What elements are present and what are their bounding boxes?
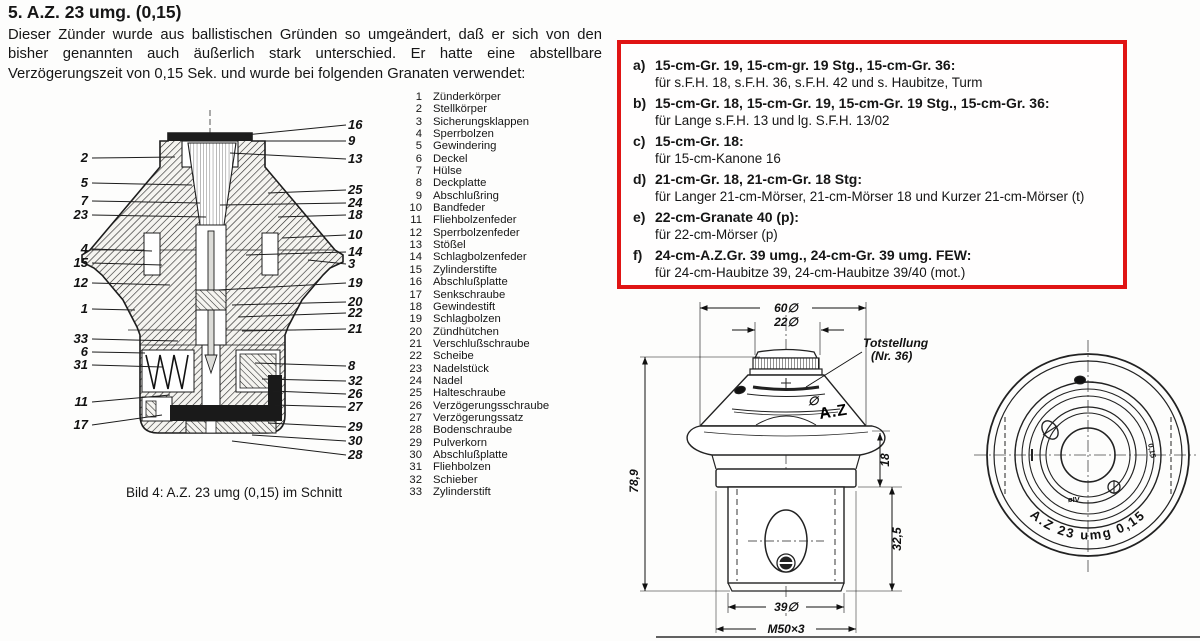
- dim-cap-width: 22∅: [774, 315, 798, 329]
- part-name: Sperrbolzenfeder: [433, 226, 520, 239]
- part-name: Verzögerungsschraube: [433, 399, 550, 412]
- parts-list-row: [402, 350, 549, 362]
- usage-item: [633, 247, 1115, 281]
- callout-number: 31: [73, 357, 88, 372]
- part-number: 26: [409, 399, 422, 412]
- callout-number: 28: [348, 447, 363, 462]
- callout-number: 18: [348, 207, 363, 222]
- part-number: 9: [415, 189, 422, 202]
- dim-height: 78,9: [627, 469, 641, 493]
- callout-number: 14: [348, 244, 363, 259]
- part-name: Abschlußplatte: [433, 276, 508, 289]
- part-number: 7: [415, 165, 422, 178]
- page-title: 5. A.Z. 23 umg. (0,15): [8, 2, 182, 22]
- parts-list-row: [402, 177, 549, 189]
- az-marking: A.Z: [817, 401, 850, 423]
- parts-list-row: [402, 128, 549, 140]
- usage-item: [633, 57, 1115, 91]
- part-name: Schlagbolzenfeder: [433, 251, 527, 264]
- callout-number: 8: [348, 358, 356, 373]
- part-number: 21: [409, 337, 422, 350]
- usage-item: [633, 209, 1115, 243]
- callout-number: 29: [348, 419, 363, 434]
- parts-list-row: [402, 326, 549, 338]
- callout-number: 15: [73, 255, 88, 270]
- usage-item-title: 15-cm-Gr. 18:: [655, 133, 744, 149]
- part-number: 1: [415, 91, 422, 103]
- parts-list-row: [402, 165, 549, 177]
- part-number: 33: [409, 486, 422, 498]
- callout-number: 16: [348, 117, 363, 132]
- parts-list-row: [402, 424, 549, 436]
- part-number: 25: [409, 387, 422, 400]
- parts-list-row: [402, 276, 549, 288]
- callout-number: 6: [80, 344, 88, 359]
- part-number: 6: [415, 152, 422, 165]
- parts-list-row: [402, 437, 549, 449]
- sperrbolzen-left: [144, 233, 160, 275]
- bulge-ring: [687, 426, 885, 455]
- parts-list-row: [402, 387, 549, 399]
- intro-paragraph: Dieser Zünder wurde aus ballistischen Gründen so umgeändert, daß er sich von den bisher genannten auch äußerlich stark unterschied. Er hatte eine abstellbare Verzögerungszeit von 0,15 Sek. und wurde bei folgenden Granaten verwendet:: [8, 27, 602, 82]
- part-number: 8: [415, 177, 422, 190]
- part-name: Hülse: [433, 165, 462, 178]
- usage-item-detail: für 15-cm-Kanone 16: [655, 151, 781, 166]
- usage-item-label: e): [633, 209, 646, 225]
- part-name: Gewindestift: [433, 300, 496, 313]
- parts-list-row: [402, 190, 549, 202]
- usage-item-label: a): [633, 57, 646, 73]
- part-number: 27: [409, 411, 422, 424]
- callout-number: 32: [348, 373, 363, 388]
- usage-item-title: 24-cm-A.Z.Gr. 39 umg., 24-cm-Gr. 39 umg. FEW:: [655, 247, 972, 263]
- part-number: 23: [409, 362, 422, 375]
- part-number: 20: [409, 325, 422, 338]
- part-name: Deckplatte: [433, 177, 487, 190]
- callout-number: 22: [348, 305, 363, 320]
- parts-list-row: [402, 375, 549, 387]
- usage-item-label: d): [633, 171, 647, 187]
- figure-caption: Bild 4: A.Z. 23 umg (0,15) im Schnitt: [126, 485, 343, 500]
- mark-bottom: øIV: [1068, 495, 1080, 504]
- parts-list-row: [402, 202, 549, 214]
- base-screw: [186, 421, 276, 433]
- dim-top-width: 60∅: [774, 301, 798, 315]
- parts-list-row: [402, 251, 549, 263]
- part-number: 14: [409, 251, 422, 264]
- part-name: Schlagbolzen: [433, 313, 501, 326]
- part-number: 29: [409, 436, 422, 449]
- parts-list-row: [402, 449, 549, 461]
- callout-number: 9: [348, 133, 356, 148]
- callout-number: 1: [80, 301, 88, 316]
- part-name: Bandfeder: [433, 202, 486, 215]
- usage-item-title: 15-cm-Gr. 19, 15-cm-gr. 19 Stg., 15-cm-Gr. 36:: [655, 57, 956, 73]
- callout-number: 10: [348, 227, 363, 242]
- part-name: Bodenschraube: [433, 424, 513, 437]
- part-number: 17: [409, 288, 422, 301]
- callout-number: 5: [80, 175, 88, 190]
- parts-list-row: [402, 103, 549, 115]
- parts-list-row: [402, 214, 549, 226]
- callout-number: 33: [73, 331, 88, 346]
- powder-band: [170, 405, 280, 421]
- parts-list-row: [402, 486, 549, 498]
- setting-cap: [755, 350, 817, 359]
- part-number: 32: [409, 473, 422, 486]
- part-number: 22: [409, 350, 422, 363]
- usage-item-title: 15-cm-Gr. 18, 15-cm-Gr. 19, 15-cm-Gr. 19 Stg., 15-cm-Gr. 36:: [655, 95, 1050, 111]
- usage-item-detail: für s.F.H. 18, s.F.H. 36, s.F.H. 42 und s. Haubitze, Turm: [655, 75, 983, 90]
- parts-list-row: [402, 313, 549, 325]
- callout-number: 17: [73, 417, 88, 432]
- part-number: 16: [409, 276, 422, 289]
- parts-list-row: [402, 91, 549, 103]
- usage-item: [633, 95, 1115, 129]
- part-name: Zünderkörper: [433, 91, 501, 103]
- parts-list-row: [402, 363, 549, 375]
- part-name: Gewindering: [433, 140, 497, 153]
- callout-number: 25: [348, 182, 363, 197]
- part-name: Scheibe: [433, 350, 474, 363]
- usage-item-detail: für 22-cm-Mörser (p): [655, 227, 778, 242]
- usage-item-detail: für Langer 21-cm-Mörser, 21-cm-Mörser 18 und Kurzer 21-cm-Mörser (t): [655, 189, 1085, 204]
- part-name: Halteschraube: [433, 387, 506, 400]
- usage-item-title: 22-cm-Granate 40 (p):: [655, 209, 799, 225]
- callout-number: 7: [80, 193, 88, 208]
- usage-red-box: [617, 40, 1127, 289]
- part-name: Deckel: [433, 152, 468, 165]
- part-name: Fliehbolzen: [433, 461, 491, 474]
- diameter-mark: ∅: [808, 394, 819, 408]
- scan-edge-line: [656, 636, 1200, 638]
- callout-number: 23: [73, 207, 88, 222]
- top-cap-plate: [168, 133, 252, 141]
- dim-lower: 32,5: [890, 527, 904, 551]
- fuze-bottom-view: [968, 332, 1200, 582]
- part-number: 12: [409, 226, 422, 239]
- part-name: Fliehbolzenfeder: [433, 214, 517, 227]
- parts-list-row: [402, 474, 549, 486]
- callout-number: 27: [348, 399, 363, 414]
- callout-number: 20: [348, 294, 363, 309]
- callout-number: 4: [80, 241, 88, 256]
- parts-list: [402, 91, 549, 498]
- part-name: Verschlußschraube: [433, 337, 530, 350]
- part-name: Pulverkorn: [433, 436, 487, 449]
- part-number: 11: [410, 214, 422, 227]
- dim-bottom-width: 39∅: [774, 600, 798, 614]
- part-name: Zündhütchen: [433, 325, 499, 338]
- callout-number: 24: [348, 195, 363, 210]
- dim-thread: M50×3: [767, 622, 805, 636]
- callout-number: 12: [73, 275, 88, 290]
- part-name: Nadelstück: [433, 362, 489, 375]
- fuze-cutaway-diagram: [40, 105, 400, 483]
- part-name: Stellkörper: [433, 103, 487, 116]
- part-name: Sicherungsklappen: [433, 115, 530, 128]
- usage-item-title: 21-cm-Gr. 18, 21-cm-Gr. 18 Stg:: [655, 171, 862, 187]
- part-number: 18: [409, 300, 422, 313]
- callout-number: 30: [348, 433, 363, 448]
- part-number: 5: [415, 140, 422, 153]
- part-number: 19: [409, 313, 422, 326]
- primer-block: [196, 290, 226, 310]
- parts-list-row: [402, 116, 549, 128]
- stamped-ring-text: A.Z 23 umg 0,15: [1027, 506, 1149, 543]
- part-name: Verzögerungssatz: [433, 411, 524, 424]
- dim-upper: 18: [878, 453, 892, 467]
- part-name: Abschlußplatte: [433, 448, 508, 461]
- part-number: 28: [409, 424, 422, 437]
- usage-item-label: f): [633, 247, 643, 263]
- top-hole: [1075, 376, 1086, 384]
- callout-number: 13: [348, 151, 363, 166]
- totstellung-number: (Nr. 36): [871, 349, 913, 363]
- usage-item-detail: für Lange s.F.H. 13 und lg. S.F.H. 13/02: [655, 113, 890, 128]
- part-name: Sperrbolzen: [433, 128, 494, 141]
- mark-right: 0,15: [1146, 442, 1158, 459]
- part-number: 4: [415, 128, 422, 141]
- parts-list-row: [402, 239, 549, 251]
- part-number: 10: [409, 202, 422, 215]
- parts-list-row: [402, 264, 549, 276]
- callout-number: 11: [74, 394, 88, 409]
- part-number: 13: [409, 239, 422, 252]
- parts-list-row: [402, 461, 549, 473]
- part-name: Stößel: [433, 239, 466, 252]
- part-number: 15: [409, 263, 422, 276]
- parts-list-row: [402, 301, 549, 313]
- parts-list-row: [402, 140, 549, 152]
- part-name: Senkschraube: [433, 288, 506, 301]
- totstellung-label: Totstellung: [863, 336, 929, 350]
- part-name: Zylinderstift: [433, 486, 491, 498]
- parts-list-row: [402, 338, 549, 350]
- flange: [716, 469, 856, 487]
- part-number: 30: [409, 448, 422, 461]
- part-number: 31: [409, 461, 422, 474]
- part-name: Abschlußring: [433, 189, 499, 202]
- part-number: 3: [415, 115, 422, 128]
- callout-number: 19: [348, 275, 363, 290]
- usage-item-label: b): [633, 95, 647, 111]
- parts-list-row: [402, 400, 549, 412]
- part-name: Schieber: [433, 473, 478, 486]
- callout-number: 21: [348, 321, 363, 336]
- parts-list-row: [402, 412, 549, 424]
- part-name: Nadel: [433, 374, 463, 387]
- callout-number: 3: [348, 256, 356, 271]
- usage-item-detail: für 24-cm-Haubitze 39, 24-cm-Haubitze 39/40 (mot.): [655, 265, 966, 280]
- callout-number: 26: [348, 386, 363, 401]
- parts-list-row: [402, 227, 549, 239]
- part-number: 2: [415, 103, 422, 116]
- parts-list-row: [402, 153, 549, 165]
- fuze-side-view: [620, 295, 950, 641]
- part-number: 24: [409, 374, 422, 387]
- usage-item: [633, 171, 1115, 205]
- parts-list-row: [402, 289, 549, 301]
- usage-item: [633, 133, 1115, 167]
- part-name: Zylinderstifte: [433, 263, 498, 276]
- callout-number: 2: [80, 150, 88, 165]
- usage-item-label: c): [633, 133, 646, 149]
